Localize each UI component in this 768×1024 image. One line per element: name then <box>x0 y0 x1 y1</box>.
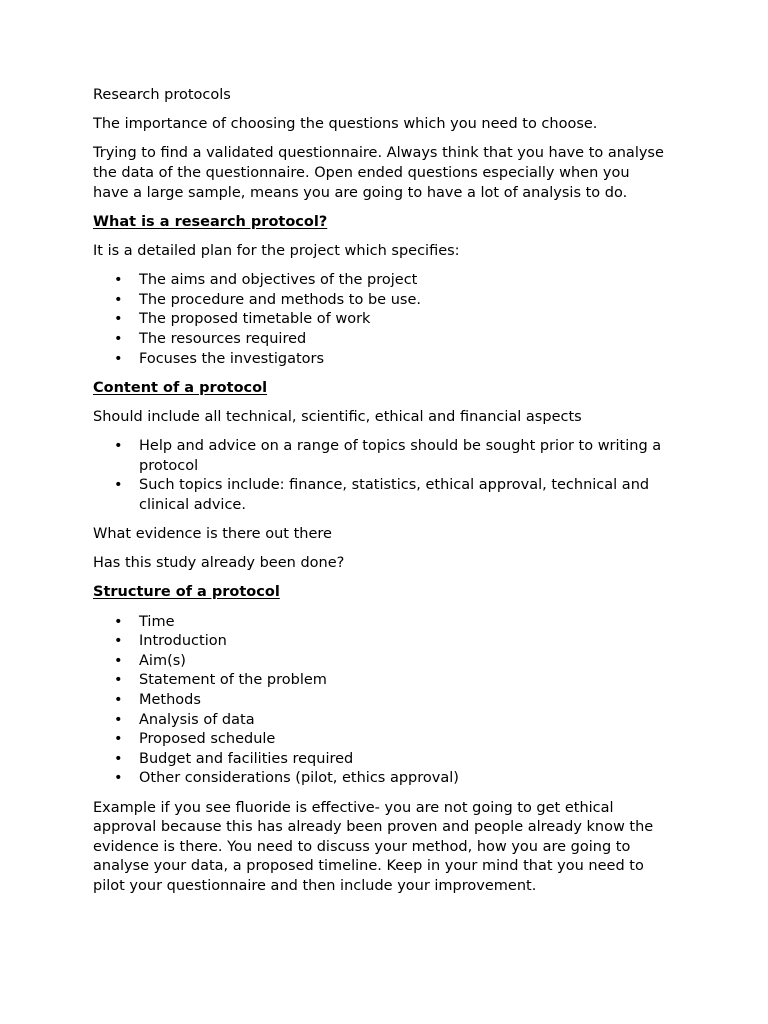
list-item-text: Methods <box>139 691 201 708</box>
paragraph-detailed-plan: It is a detailed plan for the project which specifies: <box>93 242 460 259</box>
bullet-icon: • <box>114 731 123 748</box>
list-item-text: Other considerations (pilot, ethics approval) <box>139 770 459 787</box>
list-item-text: The proposed timetable of work <box>139 311 371 328</box>
bullet-icon: • <box>114 438 123 455</box>
bullet-icon: • <box>114 691 123 708</box>
bullet-icon: • <box>114 711 123 728</box>
list-item <box>93 437 668 476</box>
bullet-icon: • <box>114 350 123 367</box>
bullet-icon: • <box>114 633 123 650</box>
list-item-text: The resources required <box>139 330 307 347</box>
paragraph-validated-questionnaire: Trying to find a validated questionnaire. Always think that you have to analyse the data of the questionnaire. Open ended questions especially when you have a large sample, means you are going to have a lot of analysis to do. <box>93 145 664 201</box>
list-item-text: The procedure and methods to be use. <box>139 291 421 308</box>
paragraph-study-done: Has this study already been done? <box>93 555 345 572</box>
list-item-text: The aims and objectives of the project <box>139 272 418 289</box>
bullet-icon: • <box>114 477 123 494</box>
list-item <box>93 271 668 291</box>
bullet-icon: • <box>114 672 123 689</box>
list-structure <box>93 613 668 789</box>
list-item <box>93 711 668 731</box>
list-item <box>93 310 668 330</box>
list-item-text: Statement of the problem <box>139 672 327 689</box>
list-item-text: Aim(s) <box>139 652 186 669</box>
list-item <box>93 769 668 789</box>
heading-what-is-protocol: What is a research protocol? <box>93 213 328 230</box>
list-item <box>93 330 668 350</box>
paragraph-should-include: Should include all technical, scientific, ethical and financial aspects <box>93 408 582 425</box>
bullet-icon: • <box>114 750 123 767</box>
bullet-icon: • <box>114 613 123 630</box>
list-item-text: Such topics include: finance, statistics, ethical approval, technical and clinical advice. <box>139 477 650 513</box>
heading-content-of-protocol: Content of a protocol <box>93 379 268 396</box>
list-item-text: Time <box>139 613 175 630</box>
paragraph-importance: The importance of choosing the questions which you need to choose. <box>93 116 598 133</box>
list-item-text: Proposed schedule <box>139 731 276 748</box>
list-item <box>93 291 668 311</box>
list-protocol-specifies <box>93 271 668 369</box>
list-item-text: Analysis of data <box>139 711 255 728</box>
list-item-text: Introduction <box>139 633 227 650</box>
document-title: Research protocols <box>93 87 231 103</box>
list-item <box>93 476 668 515</box>
bullet-icon: • <box>114 770 123 787</box>
bullet-icon: • <box>114 291 123 308</box>
bullet-icon: • <box>114 330 123 347</box>
list-item <box>93 613 668 633</box>
bullet-icon: • <box>114 311 123 328</box>
list-item <box>93 750 668 770</box>
paragraph-evidence: What evidence is there out there <box>93 526 332 543</box>
list-item-text: Focuses the investigators <box>139 350 325 367</box>
heading-structure-of-protocol: Structure of a protocol <box>93 584 280 601</box>
list-item <box>93 691 668 711</box>
document-page <box>93 86 668 906</box>
list-item <box>93 730 668 750</box>
bullet-icon: • <box>114 652 123 669</box>
list-item <box>93 671 668 691</box>
bullet-icon: • <box>114 272 123 289</box>
list-item <box>93 350 668 370</box>
list-item-text: Budget and facilities required <box>139 750 354 767</box>
list-content-topics <box>93 437 668 515</box>
list-item <box>93 652 668 672</box>
paragraph-fluoride-example: Example if you see fluoride is effective- you are not going to get ethical approval because this has already been proven and people already know the evidence is there. You need to discuss your method, how you are going to analyse your data, a proposed timeline. Keep in your mind that you need to pilot your questionnaire and then include your improvement. <box>93 799 654 894</box>
list-item-text: Help and advice on a range of topics should be sought prior to writing a protocol <box>139 438 662 474</box>
list-item <box>93 632 668 652</box>
